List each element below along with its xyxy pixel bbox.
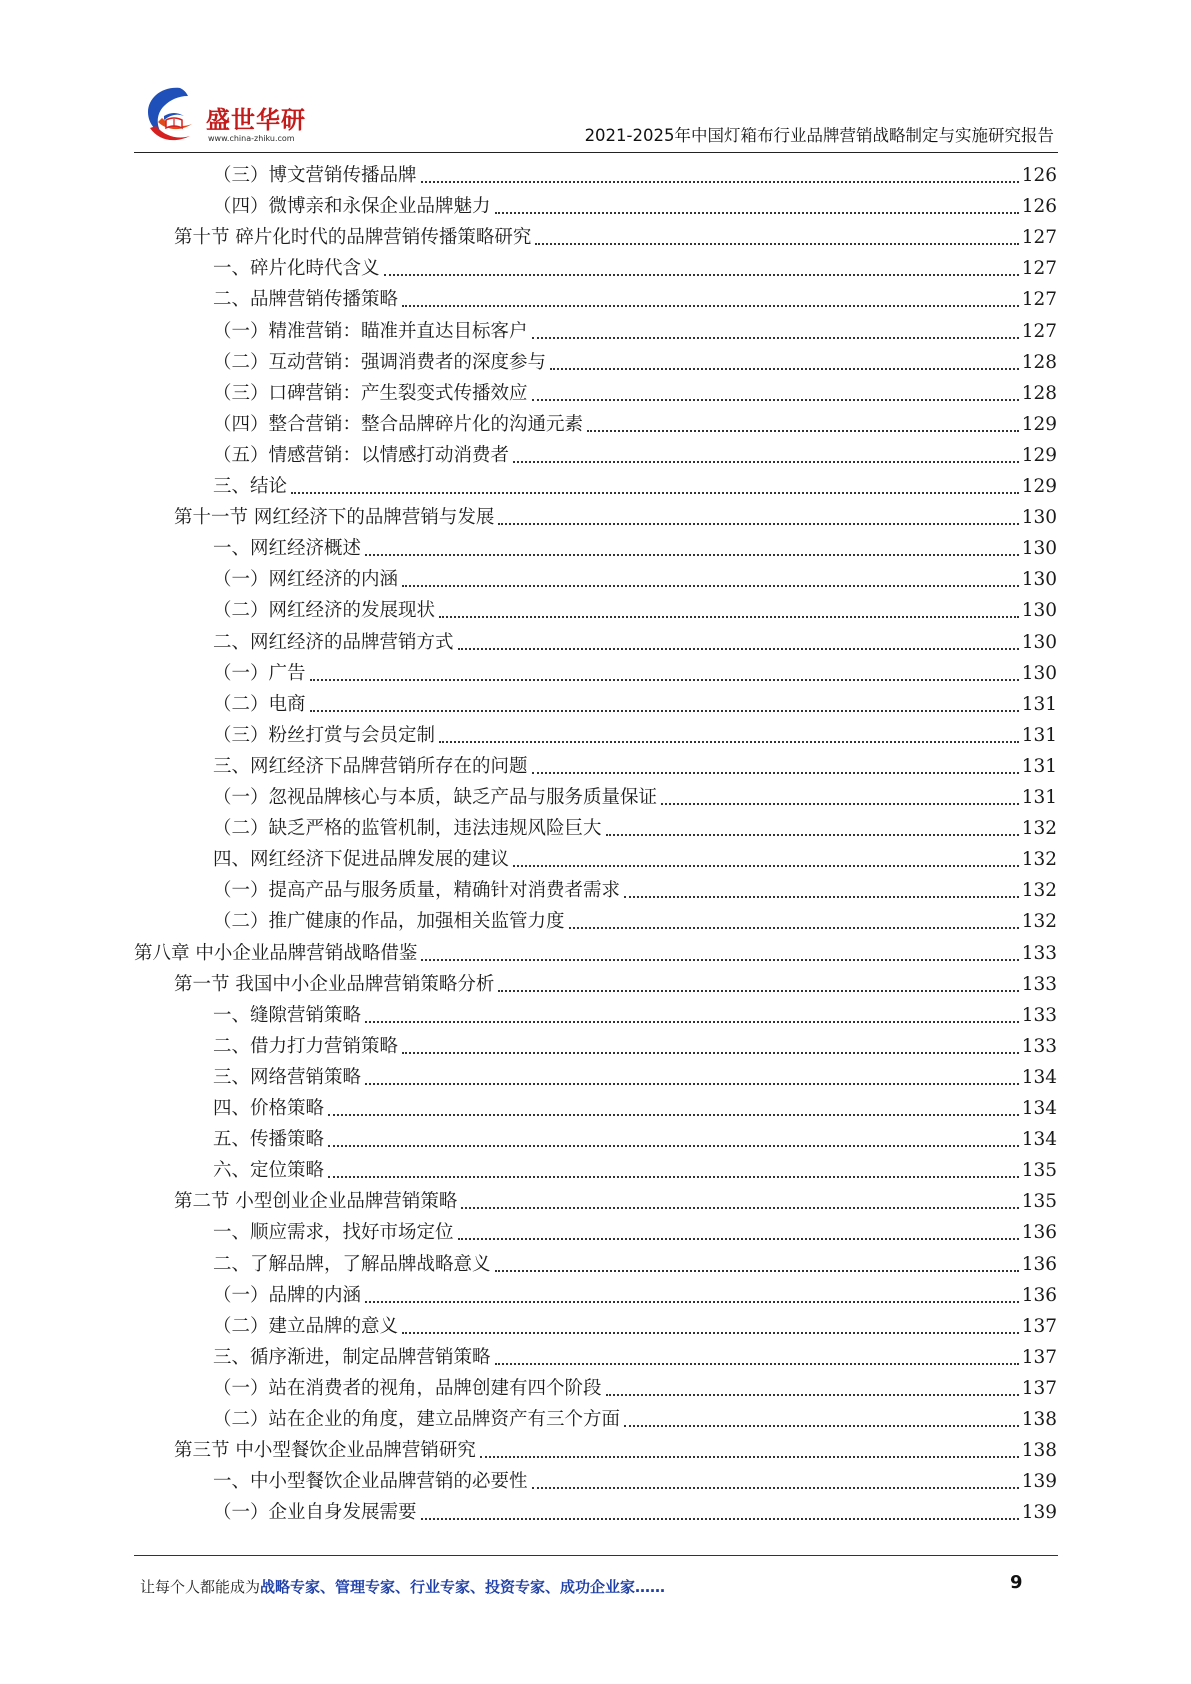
toc-dot-leader	[439, 741, 1019, 743]
toc-entry-page: 136	[1021, 1285, 1057, 1306]
toc-entry-label: （一）提高产品与服务质量，精确针对消费者需求	[213, 880, 621, 901]
toc-entry-page: 135	[1021, 1160, 1057, 1181]
toc-entry-page: 137	[1021, 1378, 1057, 1399]
toc-entry-page: 132	[1021, 911, 1057, 932]
toc-dot-leader	[328, 1145, 1019, 1147]
toc-entry[interactable]	[213, 1373, 1057, 1404]
toc-entry[interactable]	[213, 160, 1057, 191]
toc-entry-label: 六、定位策略	[213, 1160, 325, 1181]
toc-dot-leader	[624, 896, 1019, 898]
toc-entry-label: （四）微博亲和永保企业品牌魅力	[213, 196, 491, 217]
toc-entry-page: 131	[1021, 756, 1057, 777]
toc-entry-page: 139	[1021, 1502, 1057, 1523]
toc-entry-label: 三、循序渐进，制定品牌营销策略	[213, 1347, 491, 1368]
toc-entry-page: 126	[1021, 196, 1057, 217]
toc-entry-label: （一）精准营销：瞄准并直达目标客户	[213, 321, 528, 342]
toc-entry-page: 130	[1021, 663, 1057, 684]
toc-dot-leader	[606, 1394, 1019, 1396]
toc-entry-page: 134	[1021, 1067, 1057, 1088]
toc-entry-label: 第一节 我国中小企业品牌营销策略分析	[174, 974, 495, 995]
toc-entry-page: 133	[1021, 1036, 1057, 1057]
toc-entry[interactable]	[213, 440, 1057, 471]
toc-entry-page: 130	[1021, 632, 1057, 653]
toc-entry-label: 二、借力打力营销策略	[213, 1036, 399, 1057]
toc-dot-leader	[532, 1487, 1019, 1489]
toc-entry-page: 133	[1021, 943, 1057, 964]
toc-entry[interactable]	[213, 1031, 1057, 1062]
toc-dot-leader	[495, 212, 1019, 214]
toc-entry[interactable]	[213, 378, 1057, 409]
toc-entry-label: 第八章 中小企业品牌营销战略借鉴	[134, 943, 418, 964]
toc-entry-page: 127	[1021, 289, 1057, 310]
toc-dot-leader	[365, 1083, 1019, 1085]
toc-entry-page: 131	[1021, 694, 1057, 715]
toc-dot-leader	[624, 1425, 1019, 1427]
toc-entry-page: 137	[1021, 1316, 1057, 1337]
toc-entry-page: 134	[1021, 1098, 1057, 1119]
toc-entry[interactable]	[174, 502, 1057, 533]
toc-entry[interactable]	[213, 813, 1057, 844]
toc-entry-label: （二）网红经济的发展现状	[213, 600, 436, 621]
toc-entry-label: （二）互动营销：强调消费者的深度参与	[213, 352, 547, 373]
toc-entry-label: 四、网红经济下促进品牌发展的建议	[213, 849, 510, 870]
toc-entry-label: 二、了解品牌，了解品牌战略意义	[213, 1254, 491, 1275]
toc-entry[interactable]	[213, 1311, 1057, 1342]
toc-entry[interactable]	[213, 751, 1057, 782]
toc-entry-label: 一、网红经济概述	[213, 538, 362, 559]
toc-dot-leader	[532, 772, 1019, 774]
toc-entry[interactable]	[213, 875, 1057, 906]
toc-entry-label: （二）电商	[213, 694, 306, 715]
toc-entry-label: 一、中小型餐饮企业品牌营销的必要性	[213, 1471, 528, 1492]
toc-entry[interactable]	[213, 1093, 1057, 1124]
toc-entry-label: 三、网红经济下品牌营销所存在的问题	[213, 756, 528, 777]
toc-entry-label: （一）网红经济的内涵	[213, 569, 399, 590]
toc-entry[interactable]	[213, 720, 1057, 751]
toc-dot-leader	[513, 865, 1019, 867]
toc-entry-page: 127	[1021, 227, 1057, 248]
toc-entry-page: 129	[1021, 445, 1057, 466]
toc-dot-leader	[365, 554, 1019, 556]
toc-entry-page: 134	[1021, 1129, 1057, 1150]
toc-entry-label: 二、品牌营销传播策略	[213, 289, 399, 310]
toc-entry-page: 136	[1021, 1254, 1057, 1275]
toc-entry-page: 135	[1021, 1191, 1057, 1212]
toc-dot-leader	[587, 430, 1019, 432]
toc-entry[interactable]	[213, 284, 1057, 315]
toc-entry-label: 第二节 小型创业企业品牌营销策略	[174, 1191, 458, 1212]
toc-entry-label: 一、缝隙营销策略	[213, 1005, 362, 1026]
toc-entry-page: 127	[1021, 258, 1057, 279]
toc-dot-leader	[480, 1456, 1019, 1458]
toc-entry-page: 137	[1021, 1347, 1057, 1368]
toc-entry[interactable]	[213, 782, 1057, 813]
toc-entry-label: （一）企业自身发展需要	[213, 1502, 417, 1523]
toc-entry-page: 126	[1021, 165, 1057, 186]
toc-entry-page: 133	[1021, 1005, 1057, 1026]
toc-dot-leader	[661, 803, 1019, 805]
toc-entry[interactable]	[213, 1124, 1057, 1155]
toc-entry[interactable]	[213, 409, 1057, 440]
toc-entry[interactable]	[213, 316, 1057, 347]
toc-entry-page: 129	[1021, 476, 1057, 497]
footer-slogan	[140, 1576, 665, 1597]
toc-entry[interactable]	[213, 191, 1057, 222]
logo-url: www.china-zhiku.com	[208, 134, 295, 143]
toc-entry-label: （三）粉丝打赏与会员定制	[213, 725, 436, 746]
toc-dot-leader	[421, 181, 1019, 183]
toc-dot-leader	[421, 1518, 1019, 1520]
toc-entry-page: 130	[1021, 600, 1057, 621]
toc-entry-page: 128	[1021, 383, 1057, 404]
toc-entry-page: 130	[1021, 507, 1057, 528]
toc-entry-label: （三）博文营销传播品牌	[213, 165, 417, 186]
toc-entry[interactable]	[174, 1186, 1057, 1217]
toc-entry[interactable]	[213, 844, 1057, 875]
report-title: 2021-2025年中国灯箱布行业品牌营销战略制定与实施研究报告	[584, 126, 1054, 145]
toc-dot-leader	[569, 927, 1019, 929]
toc-dot-leader	[513, 461, 1019, 463]
page-header	[134, 78, 1058, 153]
logo-emblem-icon	[140, 82, 210, 148]
toc-entry[interactable]	[134, 938, 1057, 969]
toc-dot-leader	[365, 1301, 1019, 1303]
toc-entry[interactable]	[213, 1280, 1057, 1311]
toc-entry-label: 三、结论	[213, 476, 288, 497]
slogan-prefix: 让每个人都能成为	[140, 1578, 261, 1596]
toc-dot-leader	[310, 679, 1019, 681]
toc-dot-leader	[291, 492, 1019, 494]
toc-entry-page: 132	[1021, 880, 1057, 901]
toc-entry[interactable]	[174, 1435, 1057, 1466]
toc-dot-leader	[498, 523, 1018, 525]
toc-entry-label: 一、碎片化時代含义	[213, 258, 380, 279]
toc-entry-page: 130	[1021, 569, 1057, 590]
toc-entry-page: 138	[1021, 1409, 1057, 1430]
toc-entry[interactable]	[213, 564, 1057, 595]
toc-dot-leader	[439, 616, 1019, 618]
toc-entry-label: 第十节 碎片化时代的品牌营销传播策略研究	[174, 227, 532, 248]
toc-dot-leader	[550, 368, 1019, 370]
toc-dot-leader	[402, 585, 1019, 587]
toc-entry[interactable]	[174, 222, 1057, 253]
footer-divider	[134, 1555, 1058, 1556]
toc-entry[interactable]	[213, 1466, 1057, 1497]
toc-entry-label: （五）情感营销：以情感打动消费者	[213, 445, 510, 466]
toc-entry-page: 130	[1021, 538, 1057, 559]
toc-entry-page: 131	[1021, 725, 1057, 746]
toc-entry[interactable]	[213, 1062, 1057, 1093]
toc-entry-page: 128	[1021, 352, 1057, 373]
toc-dot-leader	[365, 1021, 1019, 1023]
toc-dot-leader	[495, 1363, 1019, 1365]
toc-dot-leader	[458, 1238, 1019, 1240]
toc-dot-leader	[461, 1207, 1018, 1209]
toc-entry[interactable]	[213, 1249, 1057, 1280]
toc-dot-leader	[402, 1332, 1019, 1334]
toc-entry-page: 127	[1021, 321, 1057, 342]
toc-entry[interactable]	[213, 1404, 1057, 1435]
toc-dot-leader	[402, 305, 1019, 307]
toc-dot-leader	[384, 274, 1019, 276]
toc-entry-page: 138	[1021, 1440, 1057, 1461]
toc-dot-leader	[310, 710, 1019, 712]
toc-entry-label: （四）整合营销：整合品牌碎片化的沟通元素	[213, 414, 584, 435]
company-logo	[140, 82, 310, 148]
toc-entry[interactable]	[213, 627, 1057, 658]
toc-entry-page: 131	[1021, 787, 1057, 808]
toc-entry-page: 136	[1021, 1222, 1057, 1243]
toc-entry-label: （一）站在消费者的视角，品牌创建有四个阶段	[213, 1378, 602, 1399]
toc-entry[interactable]	[213, 906, 1057, 937]
toc-entry-label: （二）推广健康的作品，加强相关监管力度	[213, 911, 565, 932]
toc-entry-label: （二）建立品牌的意义	[213, 1316, 399, 1337]
toc-entry-page: 132	[1021, 849, 1057, 870]
toc-entry-page: 139	[1021, 1471, 1057, 1492]
toc-entry-label: 三、网络营销策略	[213, 1067, 362, 1088]
toc-entry-label: （一）忽视品牌核心与本质，缺乏产品与服务质量保证	[213, 787, 658, 808]
toc-dot-leader	[328, 1176, 1019, 1178]
toc-entry-label: 第三节 中小型餐饮企业品牌营销研究	[174, 1440, 476, 1461]
toc-entry-label: 第十一节 网红经济下的品牌营销与发展	[174, 507, 495, 528]
toc-dot-leader	[495, 1270, 1019, 1272]
toc-entry-page: 132	[1021, 818, 1057, 839]
toc-entry[interactable]	[213, 471, 1057, 502]
toc-entry-page: 133	[1021, 974, 1057, 995]
toc-dot-leader	[535, 243, 1018, 245]
toc-dot-leader	[421, 959, 1018, 961]
toc-entry[interactable]	[213, 253, 1057, 284]
toc-entry-page: 129	[1021, 414, 1057, 435]
toc-dot-leader	[328, 1114, 1019, 1116]
toc-entry-label: （三）口碑营销：产生裂变式传播效应	[213, 383, 528, 404]
toc-entry-label: 五、传播策略	[213, 1129, 325, 1150]
toc-entry-label: （一）广告	[213, 663, 306, 684]
toc-dot-leader	[606, 834, 1019, 836]
toc-entry-label: （二）站在企业的角度，建立品牌资产有三个方面	[213, 1409, 621, 1430]
toc-entry[interactable]	[213, 347, 1057, 378]
toc-entry[interactable]	[213, 1155, 1057, 1186]
page-number: 9	[1010, 1572, 1023, 1593]
toc-entry-label: 二、网红经济的品牌营销方式	[213, 632, 454, 653]
toc-entry[interactable]	[213, 533, 1057, 564]
toc-dot-leader	[532, 337, 1019, 339]
toc-entry[interactable]	[213, 1000, 1057, 1031]
toc-dot-leader	[458, 648, 1019, 650]
toc-entry[interactable]	[213, 1217, 1057, 1248]
toc-entry[interactable]	[213, 689, 1057, 720]
toc-entry[interactable]	[213, 595, 1057, 626]
toc-entry-label: 四、价格策略	[213, 1098, 325, 1119]
toc-entry-label: 一、顺应需求，找好市场定位	[213, 1222, 454, 1243]
toc-entry-label: （二）缺乏严格的监管机制，违法违规风险巨大	[213, 818, 602, 839]
slogan-highlight: 战略专家、管理专家、行业专家、投资专家、成功企业家……	[260, 1578, 666, 1596]
toc-entry[interactable]	[213, 1342, 1057, 1373]
toc-dot-leader	[532, 399, 1019, 401]
toc-entry-label: （一）品牌的内涵	[213, 1285, 362, 1306]
logo-name: 盛世华研	[206, 106, 306, 134]
toc-entry[interactable]	[213, 1497, 1057, 1528]
toc-entry[interactable]	[213, 658, 1057, 689]
toc-entry[interactable]	[174, 969, 1057, 1000]
toc-dot-leader	[402, 1052, 1019, 1054]
toc-dot-leader	[498, 990, 1018, 992]
